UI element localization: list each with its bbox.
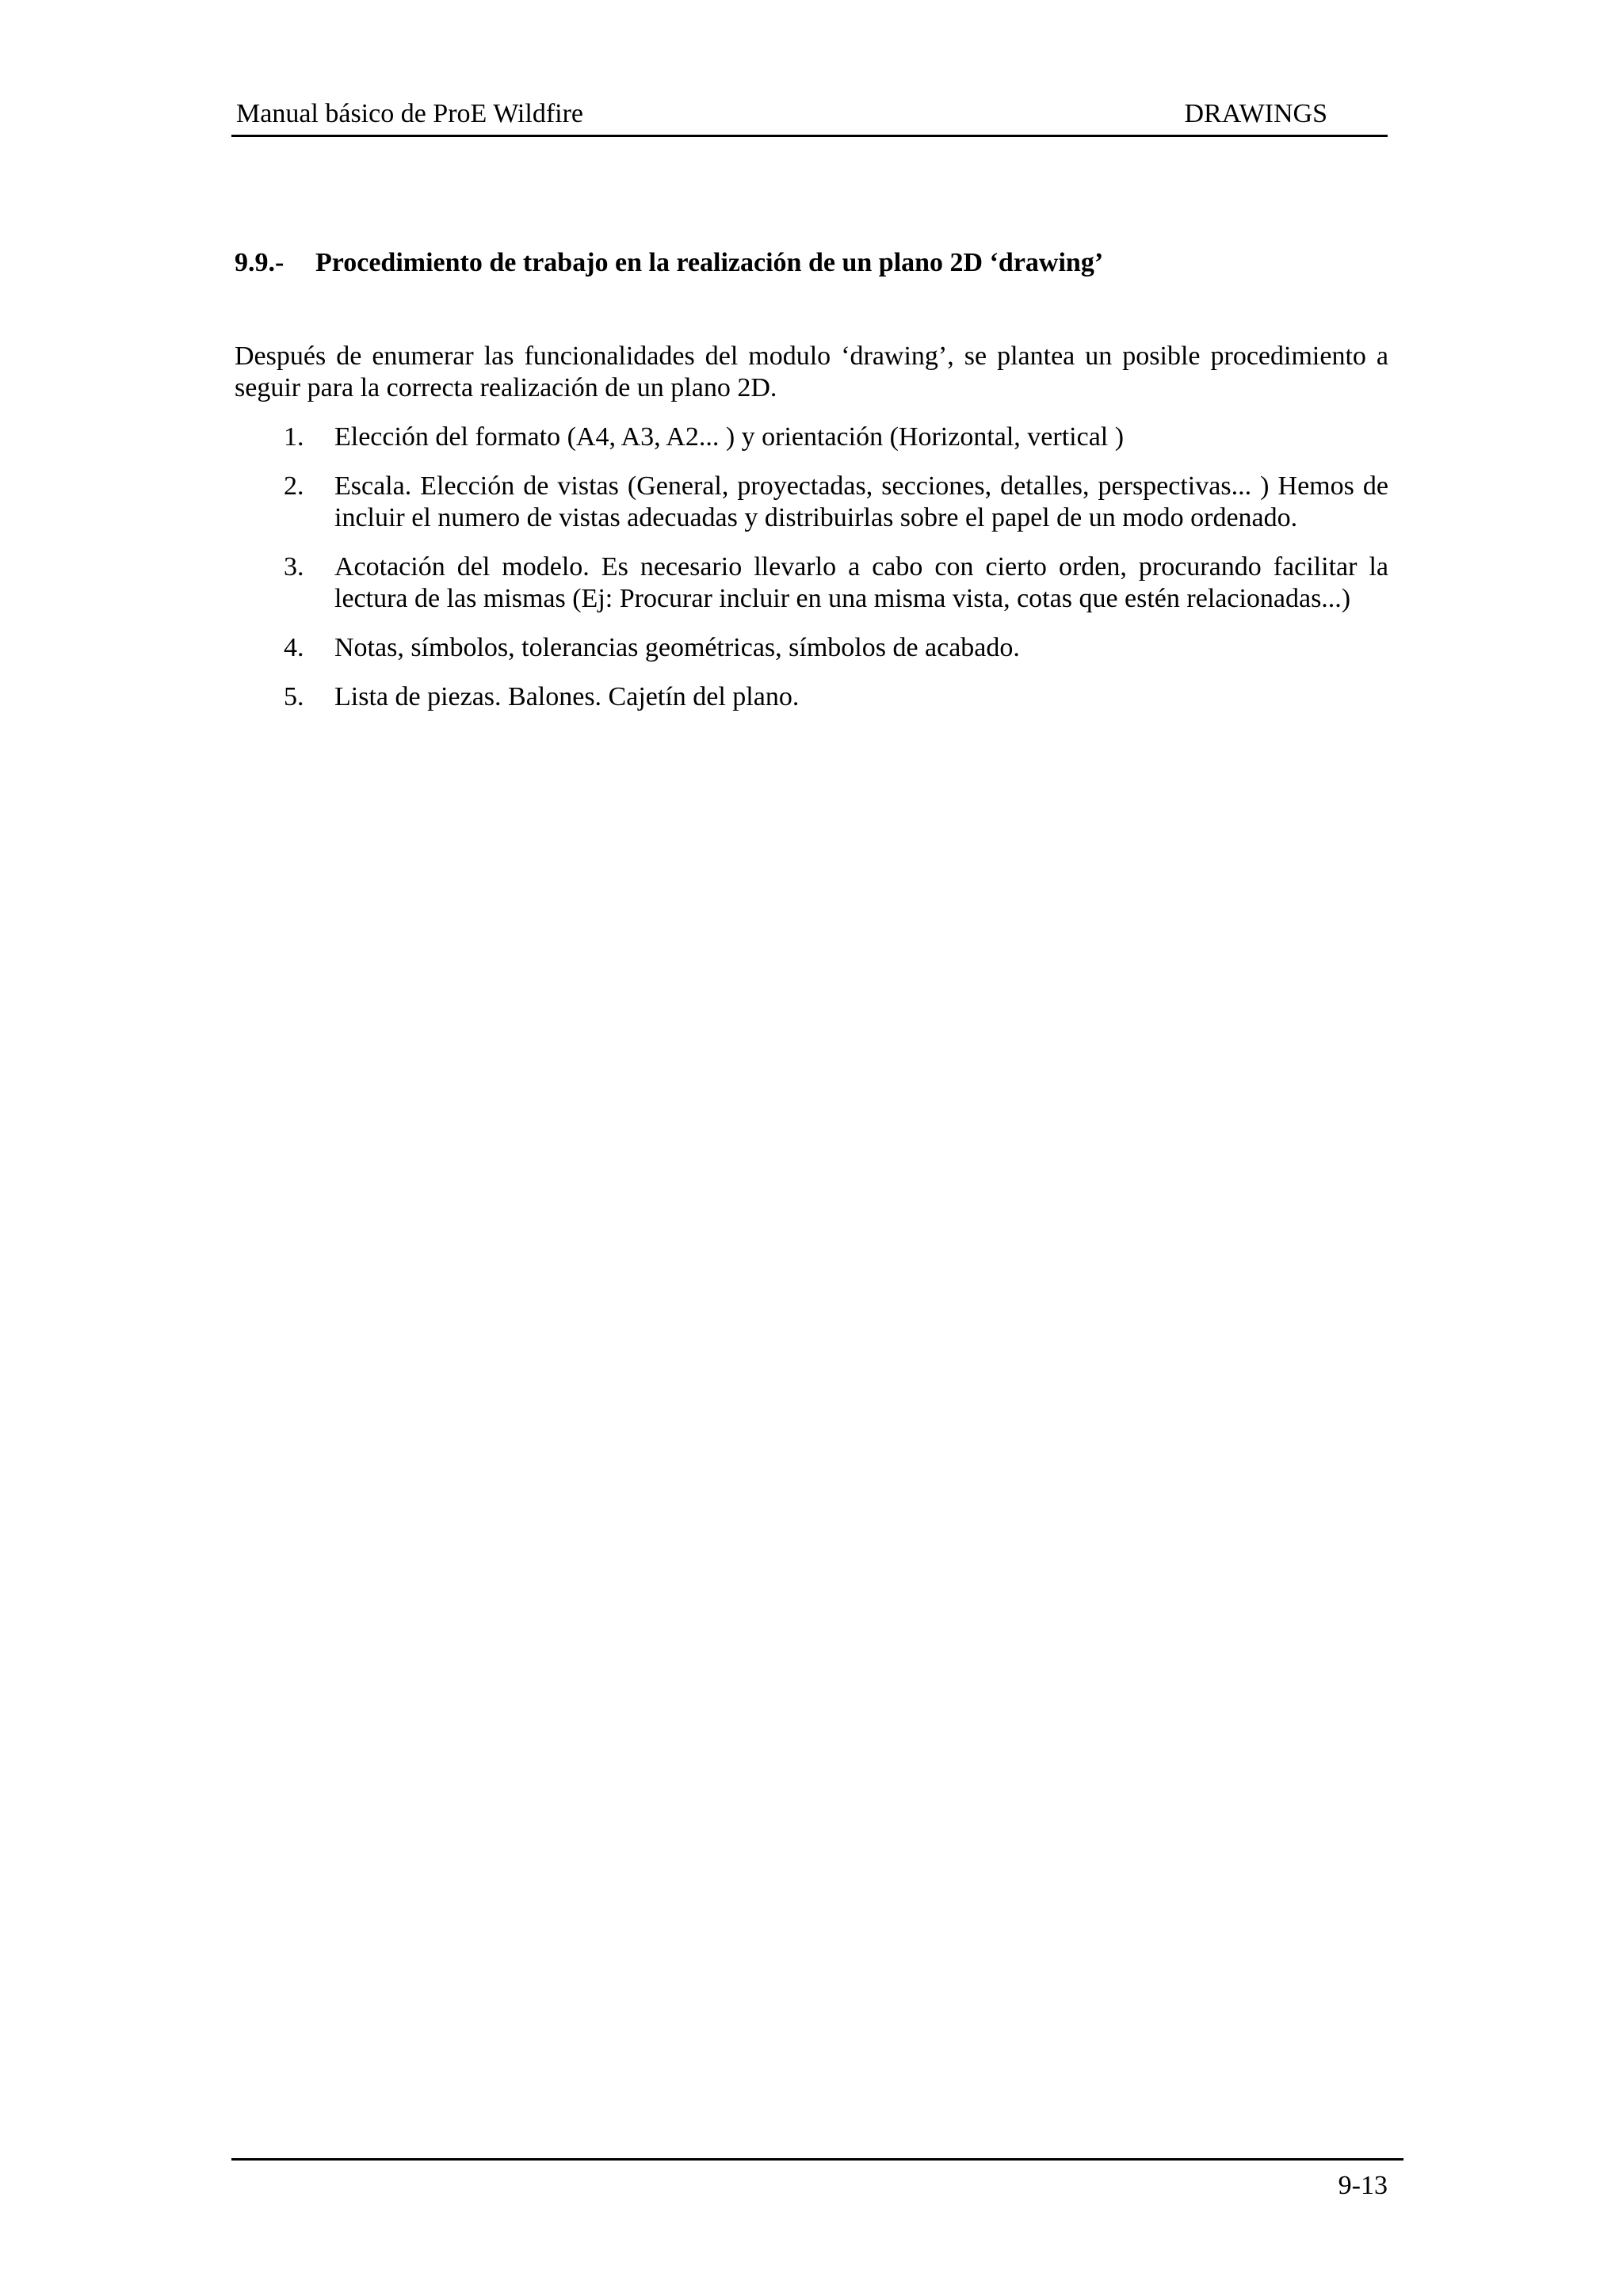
list-item-text: Escala. Elección de vistas (General, proyectadas, secciones, detalles, perspectivas... ) Hemos de incluir el numero de vistas adecuadas y distribuirlas sobre el papel de un modo ordenado. xyxy=(334,471,1388,532)
procedure-list xyxy=(235,421,1388,713)
page-header xyxy=(231,97,1388,137)
list-item-number: 2. xyxy=(284,471,304,501)
list-item xyxy=(235,421,1388,453)
intro-paragraph: Después de enumerar las funcionalidades del modulo ‘drawing’, se plantea un posible procedimiento a seguir para la correcta realización de un plano 2D. xyxy=(235,341,1388,402)
list-item xyxy=(235,681,1388,713)
section-title: Procedimiento de trabajo en la realización de un plano 2D ‘drawing’ xyxy=(315,248,1104,277)
list-item-text: Lista de piezas. Balones. Cajetín del plano. xyxy=(334,682,800,711)
list-item-number: 4. xyxy=(284,633,304,662)
list-item-number: 1. xyxy=(284,422,304,452)
body-content xyxy=(235,341,1388,730)
chapter-title: DRAWINGS xyxy=(1184,99,1327,128)
section-heading xyxy=(235,246,1103,280)
list-item xyxy=(235,551,1388,615)
list-item-number: 5. xyxy=(284,682,304,711)
document-title: Manual básico de ProE Wildfire xyxy=(236,99,583,128)
page-number: 9-13 xyxy=(1338,2171,1388,2200)
list-item-text: Acotación del modelo. Es necesario llevarlo a cabo con cierto orden, procurando facilitar la lectura de las mismas (Ej: Procurar incluir en una misma vista, cotas que estén relacionadas...) xyxy=(334,552,1388,613)
section-number: 9.9.- xyxy=(235,248,285,277)
list-item xyxy=(235,471,1388,534)
list-item-text: Notas, símbolos, tolerancias geométricas, símbolos de acabado. xyxy=(334,633,1020,662)
list-item-number: 3. xyxy=(284,552,304,582)
page-footer xyxy=(231,2158,1403,2224)
list-item-text: Elección del formato (A4, A3, A2... ) y orientación (Horizontal, vertical ) xyxy=(334,422,1125,452)
list-item xyxy=(235,632,1388,664)
